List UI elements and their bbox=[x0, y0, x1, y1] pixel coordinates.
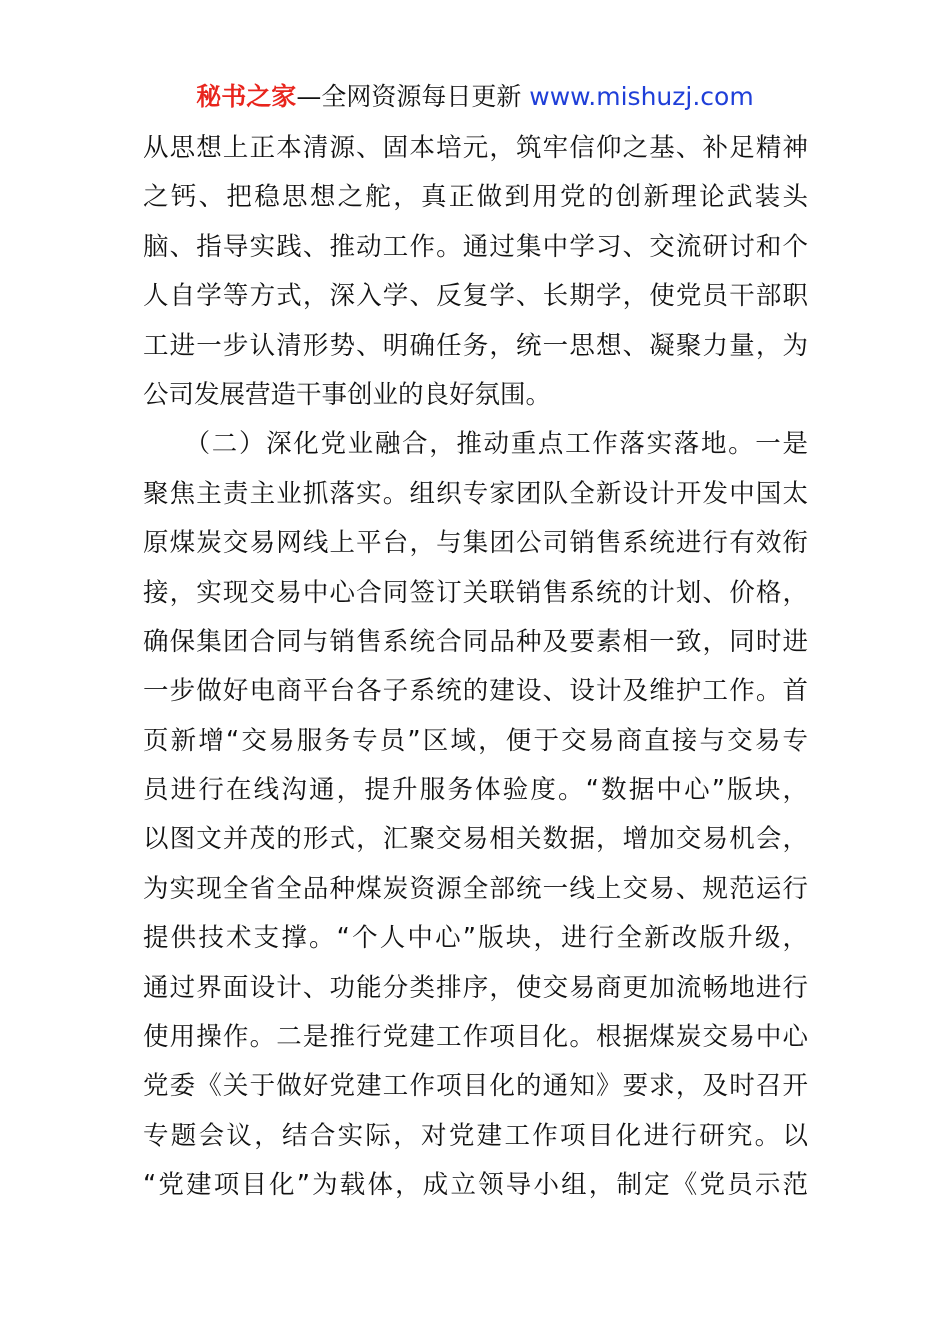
header-tagline: —全网资源每日更新 bbox=[296, 82, 530, 111]
body-line: （二）深化党业融合，推动重点工作落实落地。一是 bbox=[143, 429, 808, 460]
body-line: 接，实现交易中心合同签订关联销售系统的计划、价格， bbox=[143, 577, 808, 608]
body-line: 原煤炭交易网线上平台，与集团公司销售系统进行有效衔 bbox=[143, 528, 808, 559]
body-line: 公司发展营造干事创业的良好氛围。 bbox=[143, 379, 552, 410]
body-line: “党建项目化”为载体，成立领导小组，制定《党员示范 bbox=[143, 1170, 808, 1201]
body-line: 通过界面设计、功能分类排序，使交易商更加流畅地进行 bbox=[143, 972, 808, 1003]
body-line: 使用操作。二是推行党建工作项目化。根据煤炭交易中心 bbox=[143, 1022, 808, 1053]
body-line: 页新增“交易服务专员”区域，便于交易商直接与交易专 bbox=[143, 725, 808, 756]
body-line: 从思想上正本清源、固本培元，筑牢信仰之基、补足精神 bbox=[143, 133, 808, 163]
body-line: 脑、指导实践、推动工作。通过集中学习、交流研讨和个 bbox=[143, 231, 808, 262]
body-line: 工进一步认清形势、明确任务，统一思想、凝聚力量，为 bbox=[143, 330, 808, 361]
body-line: 一步做好电商平台各子系统的建设、设计及维护工作。首 bbox=[143, 676, 808, 707]
site-url-link[interactable]: www.mishuzj.com bbox=[529, 82, 754, 111]
body-line: 人自学等方式，深入学、反复学、长期学，使党员干部职 bbox=[143, 281, 808, 312]
body-line: 聚焦主责主业抓落实。组织专家团队全新设计开发中国太 bbox=[143, 478, 808, 509]
body-line: 党委《关于做好党建工作项目化的通知》要求，及时召开 bbox=[143, 1071, 808, 1102]
body-line: 之钙、把稳思想之舵，真正做到用党的创新理论武装头 bbox=[143, 182, 808, 213]
brand-name: 秘书之家 bbox=[196, 82, 297, 111]
body-line: 以图文并茂的形式，汇聚交易相关数据，增加交易机会， bbox=[143, 824, 808, 855]
body-line: 确保集团合同与销售系统合同品种及要素相一致，同时进 bbox=[143, 626, 808, 657]
site-header bbox=[0, 80, 950, 114]
body-line: 为实现全省全品种煤炭资源全部统一线上交易、规范运行 bbox=[143, 873, 808, 904]
document-body bbox=[143, 124, 808, 1211]
body-line: 提供技术支撑。“个人中心”版块，进行全新改版升级， bbox=[143, 923, 808, 954]
body-line: 专题会议，结合实际，对党建工作项目化进行研究。以 bbox=[143, 1120, 808, 1151]
body-line: 员进行在线沟通，提升服务体验度。“数据中心”版块， bbox=[143, 775, 808, 806]
